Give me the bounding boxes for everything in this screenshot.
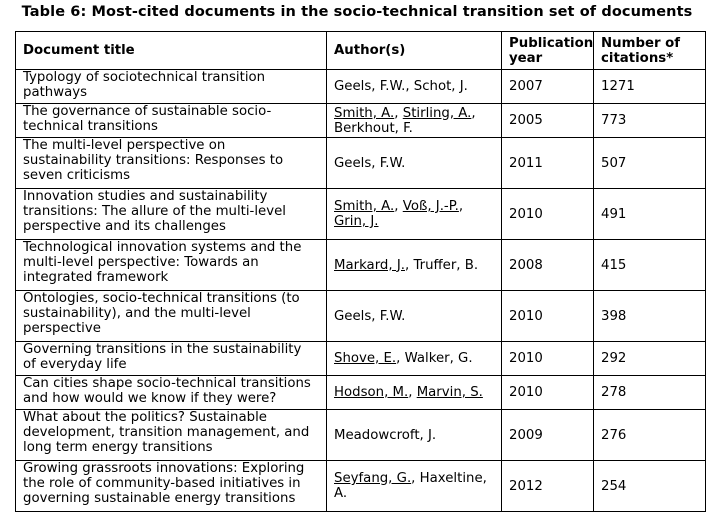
title-line: sustainability), and the multi-level	[23, 306, 251, 321]
cell-document-title	[16, 342, 327, 376]
cell-citations: 507	[594, 138, 706, 189]
table-row	[16, 189, 706, 240]
cell-authors	[327, 104, 502, 138]
author-text: ,	[394, 105, 403, 121]
cell-document-title	[16, 189, 327, 240]
cell-publication-year: 2012	[502, 461, 594, 512]
title-line: Ontologies, socio-technical transitions (to	[23, 291, 300, 306]
cell-publication-year: 2009	[502, 410, 594, 461]
author-link[interactable]: Hodson, M.	[334, 385, 409, 400]
cell-citations: 398	[594, 291, 706, 342]
cell-document-title	[16, 240, 327, 291]
cell-authors	[327, 189, 502, 240]
cell-citations: 278	[594, 376, 706, 410]
title-line: governing sustainable energy transitions	[23, 491, 296, 506]
table-row	[16, 342, 706, 376]
title-line: transitions: The allure of the multi-level	[23, 204, 286, 219]
author-text: Berkhout, F.	[334, 120, 413, 136]
header-authors: Author(s)	[327, 32, 502, 70]
table-caption: Table 6: Most-cited documents in the socio-technical transition set of documents	[21, 4, 693, 20]
title-line: Governing transitions in the sustainability	[23, 342, 302, 357]
header-year-line2: year	[509, 50, 543, 66]
cell-authors	[327, 70, 502, 104]
cell-document-title	[16, 70, 327, 104]
author-link[interactable]: Seyfang, G.	[334, 471, 412, 486]
table-row	[16, 138, 706, 189]
title-line: of everyday life	[23, 357, 127, 372]
header-document-title: Document title	[16, 32, 327, 70]
cell-document-title	[16, 138, 327, 189]
author-text: A.	[334, 486, 348, 501]
author-text: ,	[408, 385, 417, 400]
cell-document-title	[16, 104, 327, 138]
author-text: Geels, F.W.	[334, 308, 406, 324]
title-line: long term energy transitions	[23, 440, 213, 455]
title-line: The multi-level perspective on	[23, 138, 226, 153]
header-row	[16, 32, 706, 70]
cell-authors	[327, 461, 502, 512]
table-row	[16, 104, 706, 138]
author-link[interactable]: Smith, A.	[334, 105, 395, 121]
title-line: Technological innovation systems and the	[23, 240, 302, 255]
author-text: , Truffer, B.	[404, 257, 479, 273]
header-publication-year	[502, 32, 594, 70]
title-line: the role of community-based initiatives in	[23, 476, 301, 491]
cell-publication-year: 2010	[502, 189, 594, 240]
header-citations-line1: Number of	[601, 35, 681, 51]
author-text: , Haxeltine,	[411, 471, 487, 486]
author-text: Geels, F.W.	[334, 155, 406, 171]
author-link[interactable]: Smith, A.	[334, 199, 395, 214]
title-line: technical transitions	[23, 119, 158, 134]
cell-citations: 292	[594, 342, 706, 376]
author-link[interactable]: Marvin, S.	[416, 385, 483, 400]
title-line: What about the politics? Sustainable	[23, 410, 267, 425]
title-line: Innovation studies and sustainability	[23, 189, 268, 204]
cell-citations: 254	[594, 461, 706, 512]
title-line: Can cities shape socio-technical transitions	[23, 376, 311, 391]
cell-authors	[327, 240, 502, 291]
cell-document-title	[16, 461, 327, 512]
header-year-line1: Publication	[509, 35, 594, 51]
cell-citations: 491	[594, 189, 706, 240]
title-line: seven criticisms	[23, 168, 131, 183]
title-line: development, transition management, and	[23, 425, 310, 440]
cell-citations: 1271	[594, 70, 706, 104]
author-link[interactable]: Shove, E.	[334, 351, 397, 366]
table-row	[16, 70, 706, 104]
table-row	[16, 240, 706, 291]
cell-citations: 415	[594, 240, 706, 291]
cell-authors	[327, 138, 502, 189]
table-body	[16, 70, 706, 512]
table-row	[16, 410, 706, 461]
cell-publication-year: 2011	[502, 138, 594, 189]
author-text: , Walker, G.	[396, 351, 473, 366]
cell-publication-year: 2007	[502, 70, 594, 104]
cell-citations: 773	[594, 104, 706, 138]
cell-document-title	[16, 376, 327, 410]
citations-table	[15, 31, 706, 512]
header-citations-line2: citations*	[601, 50, 674, 66]
cell-publication-year: 2005	[502, 104, 594, 138]
cell-publication-year: 2008	[502, 240, 594, 291]
cell-publication-year: 2010	[502, 376, 594, 410]
title-line: sustainability transitions: Responses to	[23, 153, 284, 168]
author-link[interactable]: Markard, J.	[334, 257, 405, 273]
cell-authors	[327, 410, 502, 461]
author-text: ,	[458, 199, 464, 214]
author-text: ,	[394, 199, 403, 214]
author-text: ,	[471, 105, 476, 121]
title-line: Growing grassroots innovations: Exploring	[23, 461, 305, 476]
cell-publication-year: 2010	[502, 342, 594, 376]
title-line: pathways	[23, 85, 88, 100]
author-link[interactable]: Voß, J.-P.	[402, 199, 459, 214]
cell-publication-year: 2010	[502, 291, 594, 342]
table-row	[16, 376, 706, 410]
table-row	[16, 291, 706, 342]
title-line: The governance of sustainable socio-	[23, 104, 272, 119]
title-line: and how would we know if they were?	[23, 391, 277, 406]
cell-citations: 276	[594, 410, 706, 461]
author-text: Meadowcroft, J.	[334, 427, 437, 443]
title-line: multi-level perspective: Towards an	[23, 255, 259, 270]
title-line: perspective and its challenges	[23, 219, 226, 234]
table-row	[16, 461, 706, 512]
cell-authors	[327, 342, 502, 376]
author-link[interactable]: Stirling, A.	[402, 105, 472, 121]
cell-authors	[327, 376, 502, 410]
title-line: perspective	[23, 321, 101, 336]
title-line: integrated framework	[23, 270, 169, 285]
author-text: Geels, F.W., Schot, J.	[334, 79, 468, 94]
header-citations	[594, 32, 706, 70]
title-line: Typology of sociotechnical transition	[23, 70, 266, 85]
author-link[interactable]: Grin, J.	[334, 214, 379, 229]
cell-authors	[327, 291, 502, 342]
cell-document-title	[16, 410, 327, 461]
cell-document-title	[16, 291, 327, 342]
